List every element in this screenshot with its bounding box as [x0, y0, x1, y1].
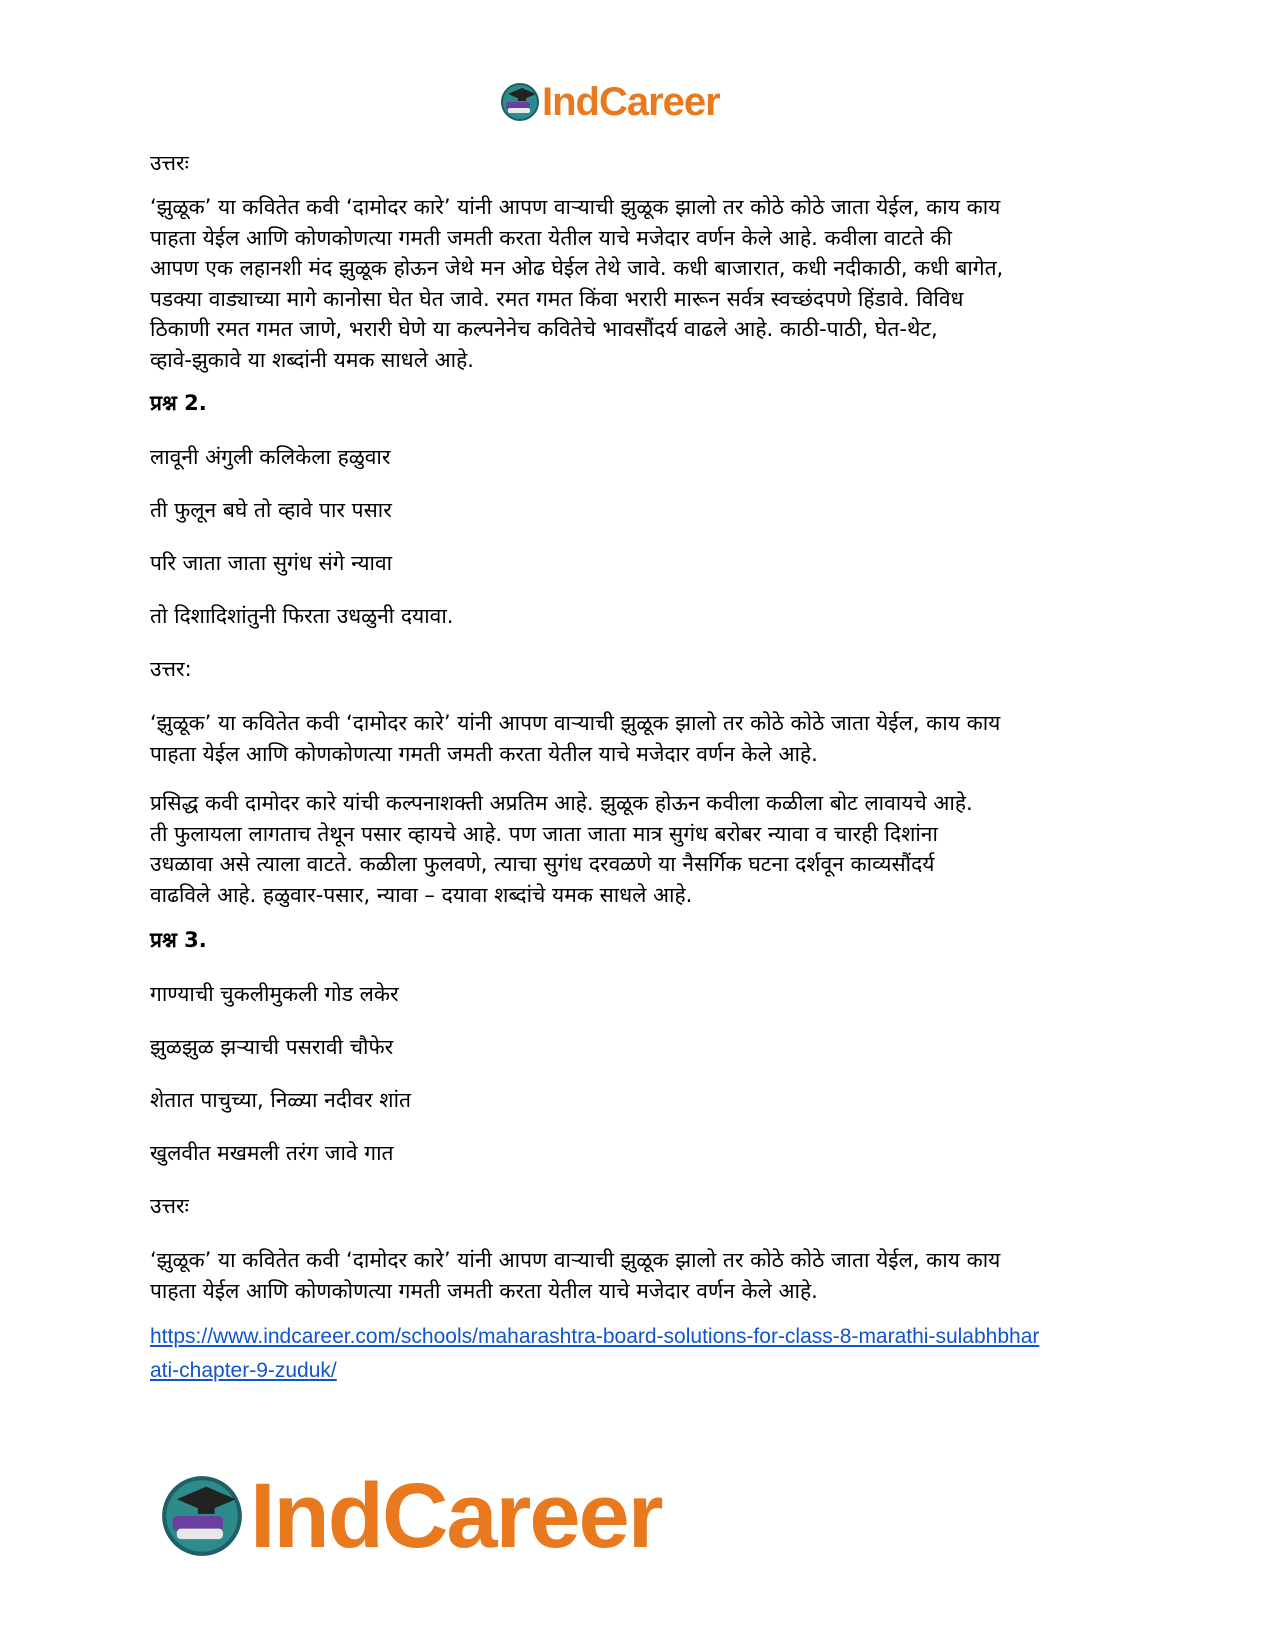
poem-2-line: परि जाता जाता सुगंध संगे न्यावा	[150, 551, 393, 575]
text-line: ‘झुळूक’ या कवितेत कवी ‘दामोदर कारे’ यांनी आपण वाऱ्याची झुळूक झालो तर कोठे कोठे जाता येईल, काय काय	[150, 195, 1001, 219]
source-link[interactable]	[150, 1320, 1039, 1388]
question-3-label: प्रश्न 3.	[150, 928, 207, 952]
text-line: ती फुलायला लागताच तेथून पसार व्हायचे आहे. पण जाता जाता मात्र सुगंध बरोबर न्यावा व चारही दिशांना	[150, 821, 938, 846]
brand-wordmark: IndCareer	[542, 80, 720, 124]
answer-3-label: उत्तरः	[150, 1194, 189, 1218]
footer-logo[interactable]	[160, 1466, 662, 1566]
header-logo[interactable]	[500, 78, 720, 126]
poem-3-line: खुलवीत मखमली तरंग जावे गात	[150, 1141, 394, 1165]
text-line: ठिकाणी रमत गमत जाणे, भरारी घेणे या कल्पनेनेच कवितेचे भावसौंदर्य वाढले आहे. काठी-पाठी, घेत-थेट,	[150, 317, 938, 341]
answer-2-intro	[150, 708, 1000, 769]
text-line: पाहता येईल आणि कोणकोणत्या गमती जमती करता येतील याचे मजेदार वर्णन केले आहे.	[150, 741, 818, 766]
answer-2-label: उत्तर:	[150, 657, 192, 681]
answer-1-paragraph	[150, 192, 1003, 375]
text-line: ‘झुळूक’ या कवितेत कवी ‘दामोदर कारे’ यांनी आपण वाऱ्याची झुळूक झालो तर कोठे कोठे जाता येईल, काय काय	[150, 1248, 1001, 1272]
answer-1-label: उत्तरः	[150, 151, 189, 175]
link-line[interactable]: ati-chapter-9-zuduk/	[150, 1359, 337, 1382]
text-line: उधळावा असे त्याला वाटते. कळीला फुलवणे, त्याचा सुगंध दरवळणे या नैसर्गिक घटना दर्शवून काव्यसौंदर्य	[150, 852, 935, 876]
poem-2-line: लावूनी अंगुली कलिकेला हळुवार	[150, 445, 391, 469]
text-line: पाहता येईल आणि कोणकोणत्या गमती जमती करता येतील याचे मजेदार वर्णन केले आहे.	[150, 1278, 818, 1303]
poem-2-line: ती फुलून बघे तो व्हावे पार पसार	[150, 498, 392, 522]
link-line[interactable]: https://www.indcareer.com/schools/maharashtra-board-solutions-for-class-8-marathi-sulabhbhar	[150, 1325, 1040, 1348]
poem-2-line: तो दिशादिशांतुनी फिरता उधळुनी दयावा.	[150, 604, 454, 628]
brand-wordmark: IndCareer	[250, 1465, 662, 1567]
text-line: पडक्या वाड्याच्या मागे कानोसा घेत घेत जावे. रमत गमत किंवा भरारी मारून सर्वत्र स्वच्छंदपणे हिंडावे. विविध	[150, 286, 964, 311]
text-line: वाढविले आहे. हळुवार-पसार, न्यावा – दयावा शब्दांचे यमक साधले आहे.	[150, 882, 693, 907]
text-line: पाहता येईल आणि कोणकोणत्या गमती जमती करता येतील याचे मजेदार वर्णन केले आहे. कवीला वाटते की	[150, 225, 952, 250]
text-line: ‘झुळूक’ या कवितेत कवी ‘दामोदर कारे’ यांनी आपण वाऱ्याची झुळूक झालो तर कोठे कोठे जाता येईल, काय काय	[150, 711, 1001, 735]
text-line: आपण एक लहानशी मंद झुळूक होऊन जेथे मन ओढ घेईल तेथे जावे. कधी बाजारात, कधी नदीकाठी, कधी बागेत,	[150, 256, 1004, 280]
graduation-cap-book-globe-icon	[160, 1474, 244, 1558]
question-2-label: प्रश्न 2.	[150, 391, 207, 415]
text-line: व्हावे-झुकावे या शब्दांनी यमक साधले आहे.	[150, 347, 474, 372]
answer-2-body	[150, 788, 973, 910]
poem-3-line: गाण्याची चुकलीमुकली गोड लकेर	[150, 982, 399, 1006]
text-line: प्रसिद्ध कवी दामोदर कारे यांची कल्पनाशक्ती अप्रतिम आहे. झुळूक होऊन कवीला कळीला बोट लावायचे आहे.	[150, 791, 973, 815]
poem-3-line: शेतात पाचुच्या, निळ्या नदीवर शांत	[150, 1088, 411, 1112]
graduation-cap-book-globe-icon	[500, 82, 540, 122]
poem-3-line: झुळझुळ झऱ्याची पसरावी चौफेर	[150, 1035, 394, 1059]
answer-3-paragraph	[150, 1245, 1000, 1306]
